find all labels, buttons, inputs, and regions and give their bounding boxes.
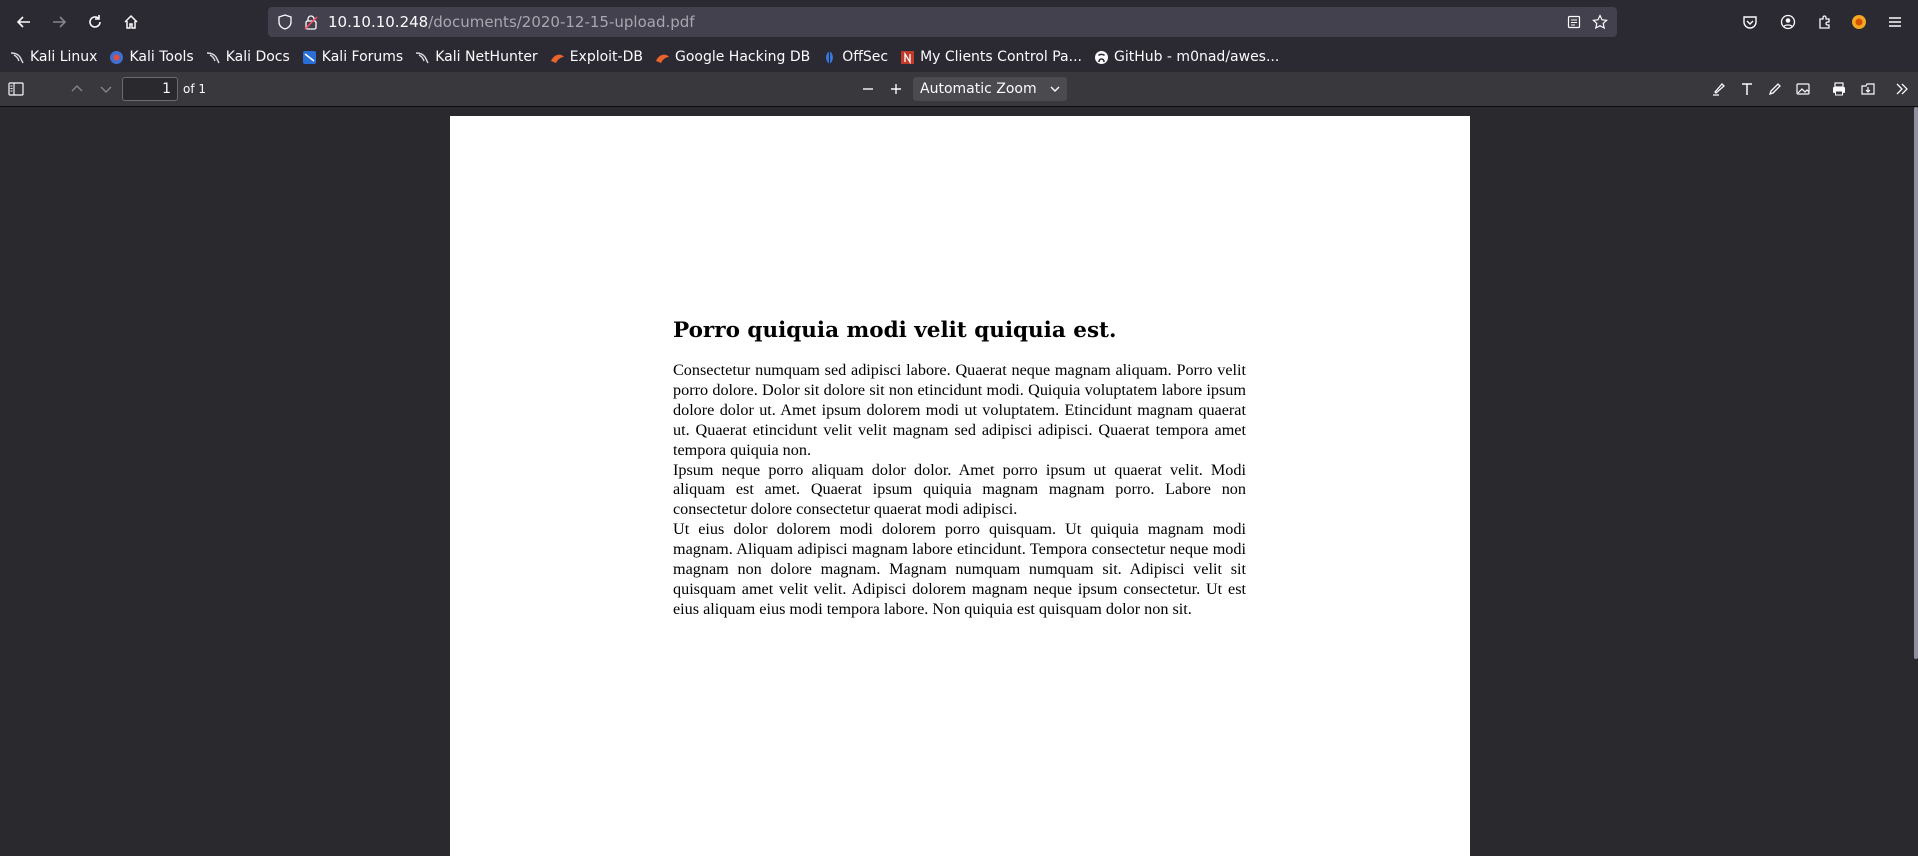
puzzle-icon xyxy=(1817,14,1833,30)
bookmark-kali-nethunter[interactable] xyxy=(415,49,537,65)
chevron-up-icon xyxy=(70,82,84,96)
home-icon xyxy=(123,14,139,30)
image-icon xyxy=(1795,81,1811,97)
minus-icon xyxy=(861,82,875,96)
bookmark-google-hacking-db[interactable] xyxy=(655,49,810,65)
print-button[interactable] xyxy=(1827,77,1851,101)
url-bar[interactable] xyxy=(268,7,1617,37)
bookmark-exploit-db[interactable] xyxy=(550,49,643,65)
bookmark-kali-linux[interactable] xyxy=(10,49,97,65)
document-paragraph: Ut eius dolor dolorem modi dolorem porro quisquam. Ut quiquia magnam modi magnam. Aliquam adipisci magnam labore etincidunt. Tempora consectetur neque modi magnam non dolore magnam. Magnam numquam numquam sit. Adipisci velit sit quisquam amet velit velit. Adipisci dolorem magnam neque ipsum consectetur. Ut est eius aliquam eius modi tempora labore. Non quiquia est quisquam dolor non sit. xyxy=(673,520,1246,618)
document-title: Porro quiquia modi velit quiquia est. xyxy=(673,318,1117,343)
double-chevron-right-icon xyxy=(1895,82,1909,96)
document-body xyxy=(673,361,1246,620)
document-paragraph: Consectetur numquam sed adipisci labore. Quaerat neque magnam aliquam. Porro velit porro dolore. Dolor sit dolore sit non etincidunt modi. Quiquia voluptatem labore ipsum dolore dolor ut. Amet ipsum dolorem modi ut voluptatem. Etincidunt magnam quaerat ut. Quaerat etincidunt velit velit magnam sed adipisci adipisci. Quaerat tempora amet tempora quiquia non. xyxy=(673,361,1246,459)
bookmark-github[interactable] xyxy=(1094,49,1279,65)
reader-view-icon[interactable] xyxy=(1565,13,1583,31)
pdf-page xyxy=(450,116,1470,856)
bookmark-offsec[interactable] xyxy=(822,49,888,65)
draw-button[interactable] xyxy=(1763,77,1787,101)
reload-icon xyxy=(87,14,103,30)
bookmarks-toolbar xyxy=(0,44,1918,70)
toggle-sidebar-button[interactable] xyxy=(4,77,28,101)
page-number-input[interactable]: 1 xyxy=(122,77,178,101)
pocket-icon xyxy=(1742,14,1758,30)
bookmark-label: Google Hacking DB xyxy=(674,49,811,65)
arrow-right-icon xyxy=(51,14,67,30)
kali-dragon-icon xyxy=(10,50,25,65)
bookmark-label: OffSec xyxy=(842,49,889,65)
bookmark-kali-forums[interactable] xyxy=(302,49,403,65)
document-paragraph: Ipsum neque porro aliquam dolor dolor. Amet porro ipsum ut quaerat velit. Modi aliquam est amet. Quaerat ipsum quiquia magnam magnam porro. Labore non consectetur dolore consectetur quaerat modi adipisci. xyxy=(673,460,1246,519)
arrow-left-icon xyxy=(16,14,32,30)
next-page-button[interactable] xyxy=(94,77,118,101)
text-icon xyxy=(1739,81,1755,97)
bookmark-kali-docs[interactable] xyxy=(206,49,290,65)
browser-navbar xyxy=(0,0,1918,44)
highlight-button[interactable] xyxy=(1707,77,1731,101)
tracking-protection-icon[interactable] xyxy=(276,13,294,31)
chevron-down-icon xyxy=(99,82,113,96)
zoom-in-button[interactable] xyxy=(884,77,908,101)
bookmark-my-clients[interactable] xyxy=(900,49,1082,65)
save-button[interactable] xyxy=(1856,77,1880,101)
bookmark-label: Kali Linux xyxy=(30,49,98,65)
github-icon xyxy=(1094,50,1109,65)
insecure-lock-icon[interactable] xyxy=(302,13,320,31)
pdf-toolbar xyxy=(0,72,1918,107)
bookmark-label: Kali NetHunter xyxy=(435,49,538,65)
zoom-out-button[interactable] xyxy=(856,77,880,101)
bookmark-label: Kali Forums xyxy=(321,49,404,65)
bookmark-star-icon[interactable] xyxy=(1591,13,1609,31)
zoom-select[interactable] xyxy=(913,77,1067,101)
url-path: /documents/2020-12-15-upload.pdf xyxy=(428,13,695,31)
extensions-button[interactable] xyxy=(1813,10,1837,34)
zoom-select-label: Automatic Zoom xyxy=(920,81,1037,97)
account-button[interactable] xyxy=(1776,10,1800,34)
back-button[interactable] xyxy=(10,8,38,36)
offsec-icon xyxy=(822,50,837,65)
kali-dragon-icon xyxy=(415,50,430,65)
reload-button[interactable] xyxy=(81,8,109,36)
url-host: 10.10.10.248 xyxy=(328,13,429,31)
home-button[interactable] xyxy=(117,8,145,36)
download-icon xyxy=(1860,81,1876,97)
url-text[interactable] xyxy=(328,7,695,37)
bookmark-label: My Clients Control Pa... xyxy=(920,49,1082,65)
fox-extension-icon xyxy=(1851,14,1867,30)
page-count-label: of 1 xyxy=(183,82,207,96)
kali-tools-icon xyxy=(109,50,124,65)
bookmark-label: GitHub - m0nad/awes... xyxy=(1113,49,1280,65)
bookmark-kali-tools[interactable] xyxy=(109,49,193,65)
account-icon xyxy=(1780,14,1796,30)
bookmark-label: Kali Tools xyxy=(129,49,194,65)
forward-button[interactable] xyxy=(45,8,73,36)
text-annotation-button[interactable] xyxy=(1735,77,1759,101)
plus-icon xyxy=(889,82,903,96)
app-menu-button[interactable] xyxy=(1883,10,1907,34)
previous-page-button[interactable] xyxy=(65,77,89,101)
sidebar-icon xyxy=(8,82,24,96)
bookmark-label: Exploit-DB xyxy=(569,49,643,65)
kali-forums-icon xyxy=(302,50,317,65)
printer-icon xyxy=(1831,81,1847,97)
highlighter-icon xyxy=(1711,81,1727,97)
pocket-button[interactable] xyxy=(1738,10,1762,34)
vertical-scrollbar[interactable] xyxy=(1914,107,1918,659)
pdf-viewer-container[interactable] xyxy=(0,107,1918,831)
chevron-down-icon xyxy=(1049,77,1061,109)
exploit-db-icon xyxy=(550,50,565,65)
bookmark-label: Kali Docs xyxy=(225,49,290,65)
kali-dragon-icon xyxy=(206,50,221,65)
clients-icon xyxy=(900,50,915,65)
pen-icon xyxy=(1767,81,1783,97)
extension-foxy-button[interactable] xyxy=(1847,10,1871,34)
hamburger-menu-icon xyxy=(1887,14,1903,30)
exploit-db-icon xyxy=(655,50,670,65)
add-image-button[interactable] xyxy=(1791,77,1815,101)
tools-menu-button[interactable] xyxy=(1890,77,1914,101)
